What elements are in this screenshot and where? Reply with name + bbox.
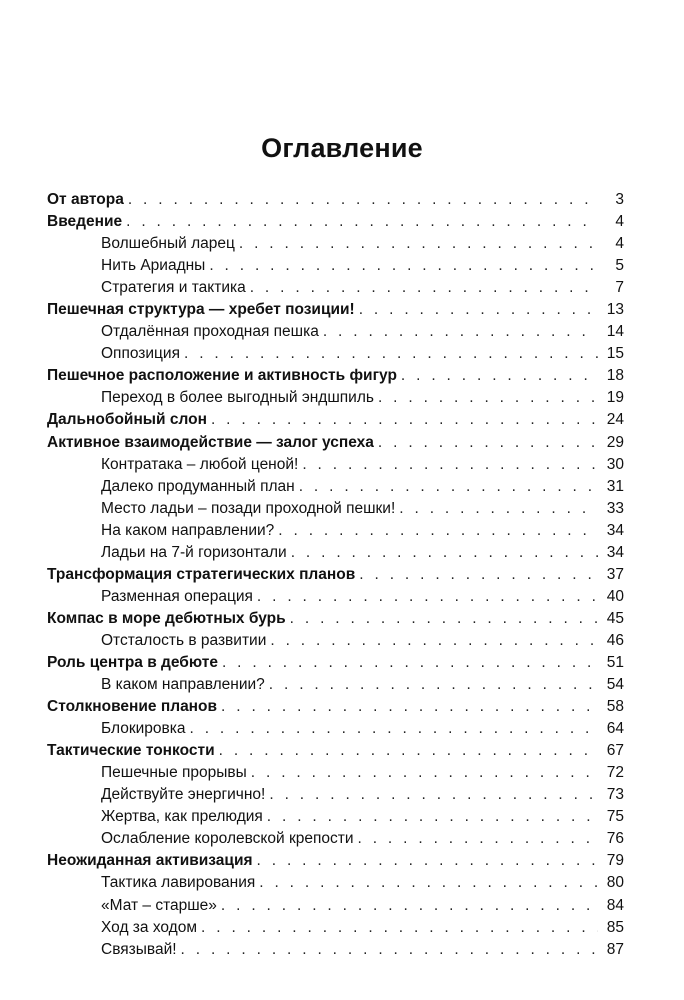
toc-section-entry[interactable] xyxy=(47,828,624,850)
toc-section-entry[interactable] xyxy=(47,520,624,542)
toc-page-number: 64 xyxy=(606,720,624,738)
toc-entry-title: На каком направлении? xyxy=(101,521,275,539)
toc-entry-title: Переход в более выгодный эндшпиль xyxy=(101,389,374,407)
toc-page-number: 58 xyxy=(606,698,624,716)
toc-entry-title: Активное взаимодействие — залог успеха xyxy=(47,433,374,451)
toc-entry-title: Место ладьи – позади проходной пешки! xyxy=(101,499,396,517)
toc-page-number: 51 xyxy=(606,653,624,671)
toc-page-number: 79 xyxy=(606,852,624,870)
toc-chapter-entry[interactable] xyxy=(47,652,624,674)
toc-section-entry[interactable] xyxy=(47,939,624,961)
toc-page-number: 76 xyxy=(606,830,624,848)
toc-page-number: 31 xyxy=(606,477,624,495)
toc-page-number: 40 xyxy=(606,587,624,605)
toc-page-number: 67 xyxy=(606,742,624,760)
dot-leader xyxy=(209,255,598,277)
toc-entry-title: Тактические тонкости xyxy=(47,742,215,760)
toc-entry-title: Действуйте энергично! xyxy=(101,786,266,804)
dot-leader xyxy=(399,498,598,520)
page-title: Оглавление xyxy=(261,133,423,164)
toc-section-entry[interactable] xyxy=(47,586,624,608)
toc-page-number: 19 xyxy=(606,389,624,407)
toc-entry-title: Пешечные прорывы xyxy=(101,764,247,782)
toc-entry-title: Связывай! xyxy=(101,940,177,958)
toc-section-entry[interactable] xyxy=(47,454,624,476)
dot-leader xyxy=(378,432,598,454)
toc-section-entry[interactable] xyxy=(47,784,624,806)
toc-chapter-entry[interactable] xyxy=(47,608,624,630)
toc-page-number: 14 xyxy=(606,323,624,341)
toc-section-entry[interactable] xyxy=(47,917,624,939)
toc-page-number: 4 xyxy=(615,235,624,253)
dot-leader xyxy=(211,409,598,431)
toc-section-entry[interactable] xyxy=(47,233,624,255)
toc-page-number: 34 xyxy=(606,543,624,561)
toc-section-entry[interactable] xyxy=(47,343,624,365)
toc-entry-title: Нить Ариадны xyxy=(101,257,206,275)
toc-section-entry[interactable] xyxy=(47,762,624,784)
toc-entry-title: Ход за ходом xyxy=(101,918,198,936)
dot-leader xyxy=(269,674,598,696)
toc-chapter-entry[interactable] xyxy=(47,432,624,454)
toc-chapter-entry[interactable] xyxy=(47,299,624,321)
dot-leader xyxy=(126,211,598,233)
dot-leader xyxy=(358,828,599,850)
toc-section-entry[interactable] xyxy=(47,806,624,828)
dot-leader xyxy=(219,740,598,762)
toc-entry-title: Компас в море дебютных бурь xyxy=(47,609,286,627)
dot-leader xyxy=(190,718,599,740)
toc-page-number: 80 xyxy=(606,874,624,892)
toc-entry-title: Разменная операция xyxy=(101,587,253,605)
toc-chapter-entry[interactable] xyxy=(47,740,624,762)
dot-leader xyxy=(201,917,598,939)
dot-leader xyxy=(222,652,598,674)
toc-page-number: 29 xyxy=(606,433,624,451)
dot-leader xyxy=(291,542,598,564)
toc-entry-title: Жертва, как прелюдия xyxy=(101,808,263,826)
dot-leader xyxy=(128,189,598,211)
dot-leader xyxy=(290,608,598,630)
toc-page-number: 7 xyxy=(615,279,624,297)
toc-entry-title: Трансформация стратегических планов xyxy=(47,565,356,583)
toc-page-number: 46 xyxy=(606,631,624,649)
toc-entry-title: Далеко продуманный план xyxy=(101,477,295,495)
toc-page-number: 5 xyxy=(615,257,624,275)
toc-section-entry[interactable] xyxy=(47,277,624,299)
toc-entry-title: В каком направлении? xyxy=(101,676,265,694)
toc-entry-title: Контратака – любой ценой! xyxy=(101,455,299,473)
dot-leader xyxy=(267,806,598,828)
dot-leader xyxy=(251,762,598,784)
table-of-contents xyxy=(47,189,624,961)
dot-leader xyxy=(257,586,598,608)
toc-section-entry[interactable] xyxy=(47,630,624,652)
toc-entry-title: Отдалённая проходная пешка xyxy=(101,323,319,341)
dot-leader xyxy=(250,277,598,299)
toc-entry-title: Блокировка xyxy=(101,720,186,738)
dot-leader xyxy=(184,343,598,365)
toc-entry-title: Оппозиция xyxy=(101,345,180,363)
toc-page-number: 54 xyxy=(606,676,624,694)
toc-chapter-entry[interactable] xyxy=(47,409,624,431)
toc-page-number: 84 xyxy=(606,896,624,914)
toc-chapter-entry[interactable] xyxy=(47,850,624,872)
dot-leader xyxy=(323,321,598,343)
toc-page-number: 4 xyxy=(615,213,624,231)
dot-leader xyxy=(359,564,598,586)
toc-section-entry[interactable] xyxy=(47,321,624,343)
dot-leader xyxy=(401,365,598,387)
dot-leader xyxy=(302,454,598,476)
dot-leader xyxy=(270,630,598,652)
toc-entry-title: Введение xyxy=(47,213,123,231)
dot-leader xyxy=(359,299,598,321)
toc-page-number: 37 xyxy=(606,565,624,583)
toc-chapter-entry[interactable] xyxy=(47,365,624,387)
toc-page-number: 30 xyxy=(606,455,624,473)
dot-leader xyxy=(378,387,598,409)
toc-entry-title: Ослабление королевской крепости xyxy=(101,830,354,848)
toc-page-number: 24 xyxy=(606,411,624,429)
toc-page-number: 13 xyxy=(606,301,624,319)
toc-page-number: 73 xyxy=(606,786,624,804)
toc-page-number: 3 xyxy=(615,191,624,208)
toc-chapter-entry[interactable] xyxy=(47,696,624,718)
toc-page-number: 72 xyxy=(606,764,624,782)
toc-entry-title: Тактика лавирования xyxy=(101,874,256,892)
toc-section-entry[interactable] xyxy=(47,872,624,894)
toc-page-number: 15 xyxy=(606,345,624,363)
toc-section-entry[interactable] xyxy=(47,255,624,277)
toc-page-number: 45 xyxy=(606,609,624,627)
toc-section-entry[interactable] xyxy=(47,476,624,498)
toc-entry-title: Дальнобойный слон xyxy=(47,411,207,429)
toc-section-entry[interactable] xyxy=(47,387,624,409)
dot-leader xyxy=(259,872,598,894)
toc-entry-title: Отсталость в развитии xyxy=(101,631,267,649)
toc-entry-title: «Мат – старше» xyxy=(101,896,217,914)
toc-entry-title: Волшебный ларец xyxy=(101,235,235,253)
dot-leader xyxy=(257,850,598,872)
dot-leader xyxy=(269,784,598,806)
dot-leader xyxy=(299,476,598,498)
toc-entry-title: Пешечное расположение и активность фигур xyxy=(47,367,397,385)
toc-entry-title: Роль центра в дебюте xyxy=(47,653,218,671)
dot-leader xyxy=(239,233,598,255)
dot-leader xyxy=(181,939,598,961)
toc-section-entry[interactable] xyxy=(47,895,624,917)
dot-leader xyxy=(221,696,598,718)
toc-page-number: 33 xyxy=(606,499,624,517)
toc-page-number: 18 xyxy=(606,367,624,385)
toc-entry-title: Ладьи на 7-й горизонтали xyxy=(101,543,287,561)
toc-page-number: 34 xyxy=(606,521,624,539)
toc-section-entry[interactable] xyxy=(47,718,624,740)
toc-chapter-entry[interactable] xyxy=(47,564,624,586)
toc-section-entry[interactable] xyxy=(47,674,624,696)
dot-leader xyxy=(278,520,598,542)
toc-entry-title: От автора xyxy=(47,191,124,208)
toc-entry-title: Пешечная структура — хребет позиции! xyxy=(47,301,355,319)
toc-entry-title: Неожиданная активизация xyxy=(47,852,253,870)
toc-page-number: 75 xyxy=(606,808,624,826)
toc-page-number: 85 xyxy=(606,918,624,936)
toc-page-number: 87 xyxy=(606,940,624,958)
toc-entry-title: Столкновение планов xyxy=(47,698,218,716)
dot-leader xyxy=(221,895,598,917)
toc-entry-title: Стратегия и тактика xyxy=(101,279,246,297)
toc-section-entry[interactable] xyxy=(47,542,624,564)
toc-chapter-entry[interactable] xyxy=(47,211,624,233)
toc-chapter-entry[interactable] xyxy=(47,189,624,211)
toc-section-entry[interactable] xyxy=(47,498,624,520)
